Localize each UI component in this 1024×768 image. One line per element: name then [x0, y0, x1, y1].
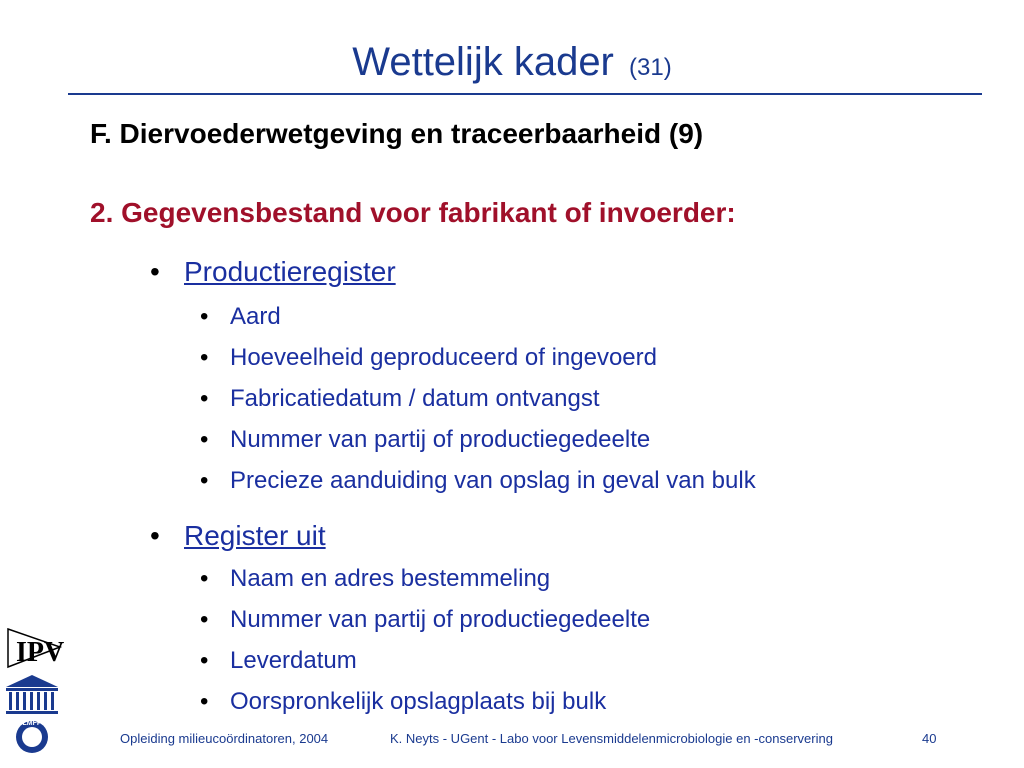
ipv-logo [0, 625, 70, 755]
footer-center: K. Neyts - UGent - Labo voor Levensmiddelenmicrobiologie en -conservering [390, 731, 833, 746]
list-item: • Aard [200, 303, 281, 330]
list-item: • Hoeveelheid geproduceerd of ingevoerd [200, 344, 657, 371]
bullet-productieregister[interactable] [150, 256, 396, 288]
section-heading: F. Diervoederwetgeving en traceerbaarheid (9) [90, 118, 704, 149]
subsection-heading: 2. Gegevensbestand voor fabrikant of invoerder: [90, 197, 736, 228]
slide-title [0, 38, 1024, 92]
slide-title-text: Wettelijk kader [352, 40, 614, 84]
list-item: • Nummer van partij of productiegedeelte [200, 426, 651, 453]
list-item: • Oorspronkelijk opslagplaats bij bulk [200, 688, 607, 715]
link-register-uit[interactable]: Register uit [184, 520, 326, 551]
lmfp-logo-text: LMFP [22, 720, 42, 727]
slide-title-number: (31) [629, 54, 672, 81]
bullet-dot: • [150, 256, 160, 287]
list-item: • Naam en adres bestemmeling [200, 565, 551, 592]
ipv-logo-text: IPV [16, 637, 65, 668]
bullet-dot: • [150, 520, 160, 551]
footer-left: Opleiding milieucoördinatoren, 2004 [120, 731, 329, 746]
list-item: • Nummer van partij of productiegedeelte [200, 606, 651, 633]
list-item: • Precieze aanduiding van opslag in geval van bulk [200, 467, 756, 494]
page-number: 40 [922, 731, 937, 746]
title-divider [68, 93, 982, 95]
list-item: • Leverdatum [200, 647, 357, 674]
bullet-register-uit[interactable] [150, 520, 326, 552]
logo-stack [0, 625, 70, 760]
link-productieregister[interactable]: Productieregister [184, 256, 396, 287]
list-item: • Fabricatiedatum / datum ontvangst [200, 385, 600, 412]
